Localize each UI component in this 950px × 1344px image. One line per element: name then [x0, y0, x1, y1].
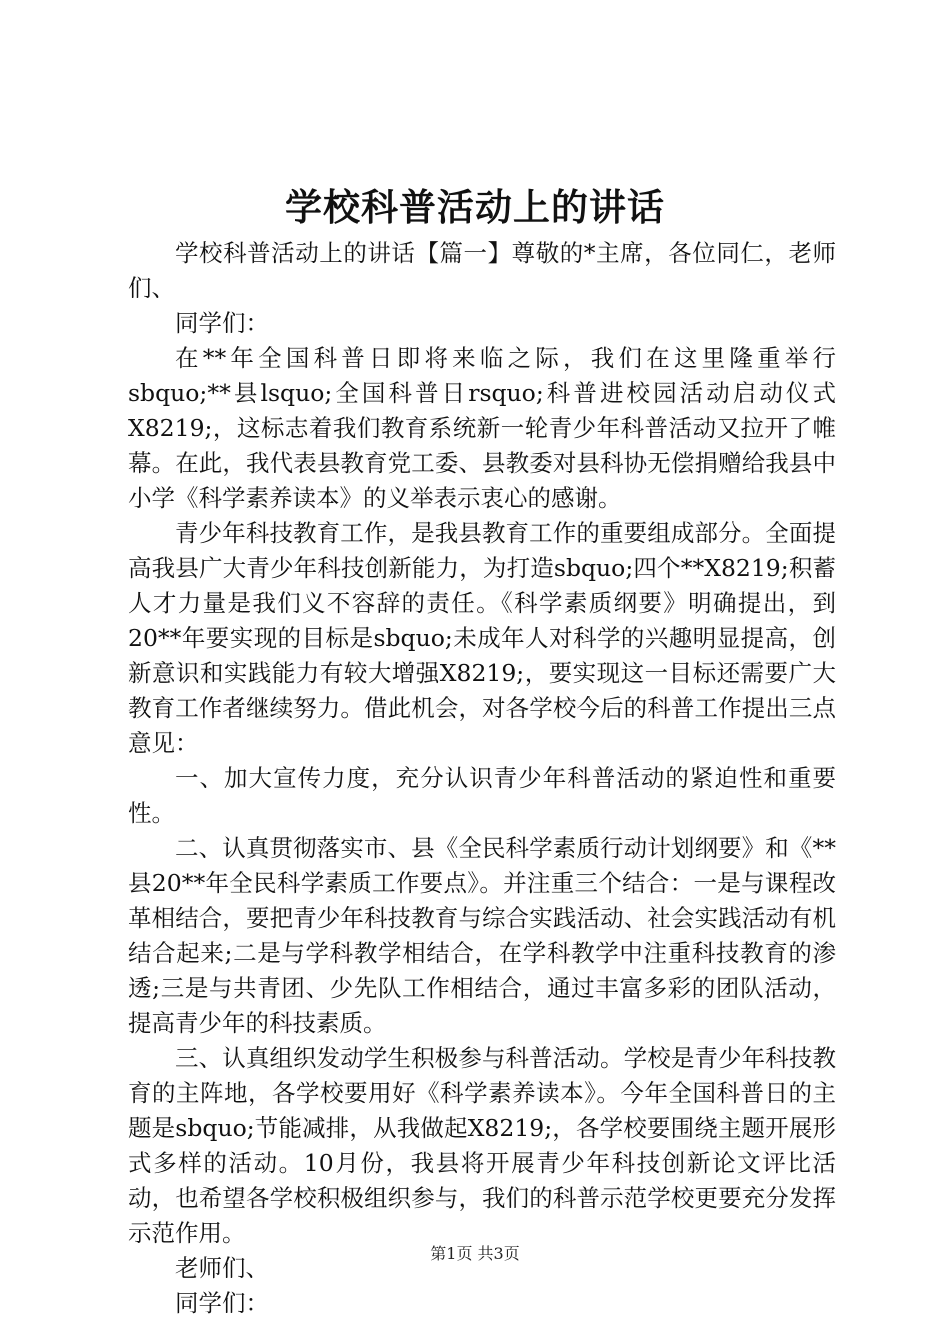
document-body — [128, 236, 836, 1321]
body-paragraph: 二、认真贯彻落实市、县《全民科学素质行动计划纲要》和《**县20**年全民科学素质工作要点》。并注重三个结合：一是与课程改革相结合，要把青少年科技教育与综合实践活动、社会实践活动有机结合起来;二是与学科教学相结合，在学科教学中注重科技教育的渗透;三是与共青团、少先队工作相结合，通过丰富多彩的团队活动，提高青少年的科技素质。 — [128, 834, 836, 1037]
body-paragraph: 一、加大宣传力度，充分认识青少年科普活动的紧迫性和重要性。 — [128, 764, 836, 827]
body-paragraph: 三、认真组织发动学生积极参与科普活动。学校是青少年科技教育的主阵地，各学校要用好《科学素养读本》。今年全国科普日的主题是sbquo;节能减排，从我做起X8219;，各学校要围绕主题开展形式多样的活动。10月份，我县将开展青少年科技创新论文评比活动，也希望各学校积极组织参与，我们的科普示范学校更要充分发挥示范作用。 — [128, 1044, 836, 1247]
body-paragraph: 青少年科技教育工作，是我县教育工作的重要组成部分。全面提高我县广大青少年科技创新能力，为打造sbquo;四个**X8219;积蓄人才力量是我们义不容辞的责任。《科学素质纲要》明确提出，到20**年要实现的目标是sbquo;未成年人对科学的兴趣明显提高，创新意识和实践能力有较大增强X8219;，要实现这一目标还需要广大教育工作者继续努力。借此机会，对各学校今后的科普工作提出三点意见： — [128, 519, 836, 757]
body-paragraph: 学校科普活动上的讲话【篇一】尊敬的*主席，各位同仁，老师们、 — [128, 239, 836, 302]
body-paragraph: 老师们、 — [175, 1254, 269, 1282]
page-number-footer: 第1页 共3页 — [430, 1244, 520, 1263]
body-paragraph: 在**年全国科普日即将来临之际，我们在这里隆重举行sbquo;**县lsquo;全国科普日rsquo;科普进校园活动启动仪式X8219;，这标志着我们教育系统新一轮青少年科普活动又拉开了帷幕。在此，我代表县教育党工委、县教委对县科协无偿捐赠给我县中小学《科学素养读本》的义举表示衷心的感谢。 — [128, 344, 836, 512]
document-title: 学校科普活动上的讲话 — [285, 185, 665, 229]
body-paragraph: 同学们： — [175, 309, 269, 337]
body-paragraph: 同学们： — [175, 1289, 269, 1317]
